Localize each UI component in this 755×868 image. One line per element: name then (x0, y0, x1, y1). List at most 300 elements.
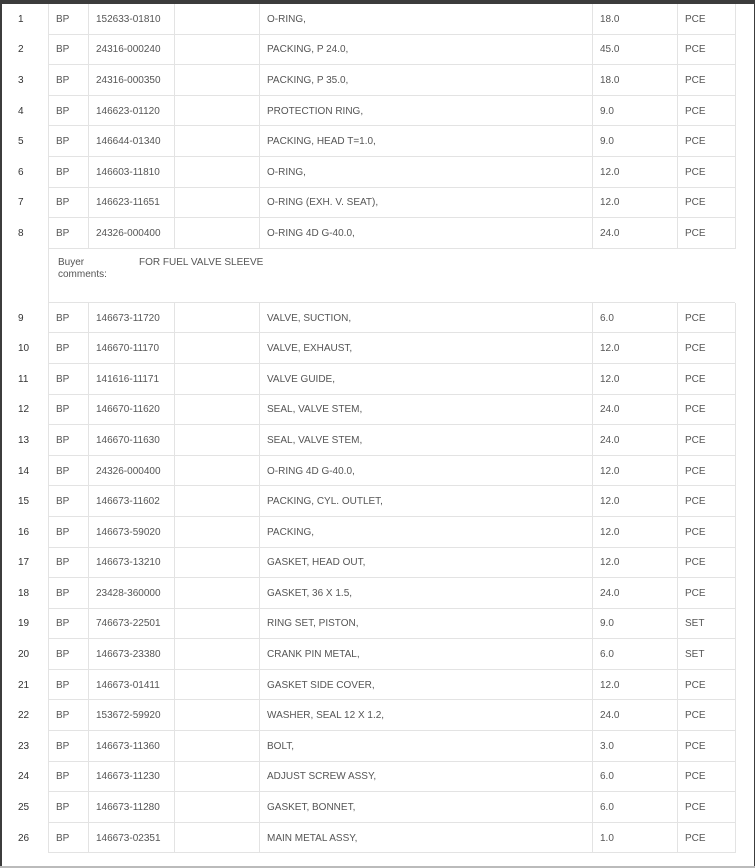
unit-cell: PCE (685, 105, 706, 117)
column-divider (735, 333, 736, 364)
column-divider (592, 670, 593, 701)
column-divider (735, 700, 736, 731)
quantity-cell: 9.0 (600, 105, 614, 117)
part-number-cell: 146673-23380 (96, 649, 161, 661)
table-row (0, 548, 755, 579)
part-number-cell: 746673-22501 (96, 618, 161, 630)
table-row (0, 425, 755, 456)
part-number-cell: 24316-000240 (96, 44, 161, 56)
column-divider (592, 578, 593, 609)
column-divider (88, 762, 89, 793)
description-cell: MAIN METAL ASSY, (267, 832, 358, 844)
type-cell: BP (56, 679, 70, 691)
column-divider (48, 303, 49, 334)
column-divider (174, 578, 175, 609)
line-number-cell: 5 (18, 136, 24, 148)
unit-cell: PCE (685, 771, 706, 783)
unit-cell: PCE (685, 197, 706, 209)
unit-cell: PCE (685, 557, 706, 569)
description-cell: O-RING, (267, 13, 306, 25)
column-divider (174, 425, 175, 456)
type-cell: BP (56, 373, 70, 385)
column-divider (592, 609, 593, 640)
part-number-cell: 146673-11602 (96, 496, 160, 508)
column-divider (48, 65, 49, 96)
column-divider (259, 670, 260, 701)
column-divider (48, 762, 49, 793)
unit-cell: PCE (685, 434, 706, 446)
description-cell: GASKET, HEAD OUT, (267, 557, 366, 569)
column-divider (592, 96, 593, 127)
table-row (0, 486, 755, 517)
column-divider (88, 333, 89, 364)
unit-cell: SET (685, 618, 705, 630)
column-divider (88, 609, 89, 640)
column-divider (592, 700, 593, 731)
column-divider (735, 670, 736, 701)
column-divider (259, 96, 260, 127)
column-divider (48, 670, 49, 701)
table-row (0, 731, 755, 762)
column-divider (48, 364, 49, 395)
unit-cell: PCE (685, 465, 706, 477)
type-cell: BP (56, 496, 70, 508)
column-divider (259, 639, 260, 670)
column-divider (735, 4, 736, 35)
column-divider (735, 456, 736, 487)
unit-cell: PCE (685, 526, 706, 538)
column-divider (592, 4, 593, 35)
column-divider (677, 188, 678, 219)
column-divider (735, 65, 736, 96)
unit-cell: PCE (685, 802, 706, 814)
part-number-cell: 146673-11720 (96, 312, 160, 324)
type-cell: BP (56, 434, 70, 446)
column-divider (735, 218, 736, 249)
type-cell: BP (56, 740, 70, 752)
buyer-comment-row (0, 249, 755, 303)
column-divider (259, 486, 260, 517)
description-cell: VALVE GUIDE, (267, 373, 335, 385)
column-divider (592, 126, 593, 157)
column-divider (677, 395, 678, 426)
column-divider (592, 731, 593, 762)
column-divider (88, 639, 89, 670)
line-number-cell: 7 (18, 197, 24, 209)
part-number-cell: 146670-11620 (96, 404, 160, 416)
column-divider (174, 762, 175, 793)
line-number-cell: 22 (18, 710, 30, 722)
part-number-cell: 152633-01810 (96, 13, 161, 25)
table-row (0, 639, 755, 670)
description-cell: O-RING (EXH. V. SEAT), (267, 197, 379, 209)
column-divider (88, 126, 89, 157)
column-divider (174, 517, 175, 548)
column-divider (677, 364, 678, 395)
part-number-cell: 146603-11810 (96, 166, 160, 178)
column-divider (259, 157, 260, 188)
line-number-cell: 10 (18, 343, 30, 355)
type-cell: BP (56, 74, 70, 86)
table-row (0, 609, 755, 640)
unit-cell: PCE (685, 710, 706, 722)
unit-cell: PCE (685, 373, 706, 385)
table-row (0, 364, 755, 395)
description-cell: VALVE, SUCTION, (267, 312, 352, 324)
quantity-cell: 12.0 (600, 557, 620, 569)
part-number-cell: 146623-01120 (96, 105, 160, 117)
type-cell: BP (56, 404, 70, 416)
description-cell: BOLT, (267, 740, 295, 752)
column-divider (174, 35, 175, 66)
line-number-cell: 2 (18, 44, 24, 56)
column-divider (677, 578, 678, 609)
part-number-cell: 146673-01411 (96, 679, 160, 691)
table-row (0, 670, 755, 701)
quantity-cell: 6.0 (600, 771, 614, 783)
part-number-cell: 23428-360000 (96, 587, 161, 599)
column-divider (174, 823, 175, 854)
type-cell: BP (56, 465, 70, 477)
column-divider (174, 670, 175, 701)
column-divider (677, 823, 678, 854)
column-divider (259, 395, 260, 426)
quantity-cell: 12.0 (600, 526, 620, 538)
column-divider (88, 731, 89, 762)
column-divider (592, 303, 593, 334)
column-divider (259, 823, 260, 854)
column-divider (48, 157, 49, 188)
column-divider (259, 609, 260, 640)
quantity-cell: 6.0 (600, 802, 614, 814)
description-cell: GASKET, 36 X 1.5, (267, 587, 353, 599)
part-number-cell: 24316-000350 (96, 74, 161, 86)
table-row (0, 4, 755, 35)
column-divider (48, 578, 49, 609)
column-divider (88, 364, 89, 395)
line-number-cell: 6 (18, 166, 24, 178)
order-lines-table (0, 4, 755, 853)
column-divider (677, 700, 678, 731)
order-lines-group-a (0, 4, 755, 249)
column-divider (174, 65, 175, 96)
column-divider (259, 792, 260, 823)
column-divider (48, 609, 49, 640)
part-number-cell: 146623-11651 (96, 197, 160, 209)
column-divider (88, 188, 89, 219)
column-divider (259, 700, 260, 731)
part-number-cell: 141616-11171 (96, 373, 160, 385)
column-divider (592, 548, 593, 579)
type-cell: BP (56, 710, 70, 722)
column-divider (88, 700, 89, 731)
column-divider (259, 762, 260, 793)
column-divider (735, 792, 736, 823)
description-cell: O-RING 4D G-40.0, (267, 465, 355, 477)
column-divider (592, 364, 593, 395)
unit-cell: PCE (685, 227, 706, 239)
column-divider (48, 96, 49, 127)
column-divider (677, 792, 678, 823)
column-divider (259, 517, 260, 548)
line-number-cell: 1 (18, 13, 24, 25)
unit-cell: PCE (685, 496, 706, 508)
column-divider (48, 35, 49, 66)
unit-cell: PCE (685, 13, 706, 25)
unit-cell: PCE (685, 740, 706, 752)
column-divider (677, 670, 678, 701)
table-row (0, 700, 755, 731)
column-divider (174, 188, 175, 219)
table-row (0, 762, 755, 793)
line-number-cell: 17 (18, 557, 30, 569)
unit-cell: PCE (685, 587, 706, 599)
column-divider (735, 157, 736, 188)
description-cell: PACKING, (267, 526, 315, 538)
table-row (0, 303, 755, 334)
column-divider (592, 792, 593, 823)
column-divider (735, 639, 736, 670)
quantity-cell: 12.0 (600, 465, 620, 477)
type-cell: BP (56, 105, 70, 117)
line-number-cell: 23 (18, 740, 30, 752)
column-divider (677, 548, 678, 579)
column-divider (48, 548, 49, 579)
column-divider (88, 486, 89, 517)
column-divider (677, 456, 678, 487)
column-divider (735, 548, 736, 579)
column-divider (735, 578, 736, 609)
part-number-cell: 146673-13210 (96, 557, 161, 569)
column-divider (735, 303, 736, 334)
type-cell: BP (56, 13, 70, 25)
column-divider (592, 333, 593, 364)
quantity-cell: 24.0 (600, 404, 620, 416)
type-cell: BP (56, 312, 70, 324)
unit-cell: PCE (685, 679, 706, 691)
column-divider (48, 639, 49, 670)
table-row (0, 792, 755, 823)
table-row (0, 395, 755, 426)
column-divider (48, 188, 49, 219)
column-divider (88, 456, 89, 487)
column-divider (677, 126, 678, 157)
column-divider (88, 303, 89, 334)
column-divider (677, 731, 678, 762)
column-divider (677, 639, 678, 670)
quantity-cell: 3.0 (600, 740, 614, 752)
quantity-cell: 24.0 (600, 587, 620, 599)
column-divider (88, 4, 89, 35)
column-divider (677, 517, 678, 548)
type-cell: BP (56, 44, 70, 56)
column-divider (259, 188, 260, 219)
column-divider (592, 486, 593, 517)
line-number-cell: 9 (18, 312, 24, 324)
comment-row-divider (48, 249, 49, 303)
column-divider (735, 609, 736, 640)
line-number-cell: 21 (18, 679, 30, 691)
column-divider (592, 517, 593, 548)
type-cell: BP (56, 557, 70, 569)
column-divider (592, 65, 593, 96)
column-divider (677, 425, 678, 456)
column-divider (735, 517, 736, 548)
column-divider (88, 35, 89, 66)
column-divider (592, 35, 593, 66)
part-number-cell: 146673-11360 (96, 740, 160, 752)
table-row (0, 456, 755, 487)
line-number-cell: 8 (18, 227, 24, 239)
column-divider (592, 218, 593, 249)
column-divider (735, 35, 736, 66)
quantity-cell: 24.0 (600, 227, 620, 239)
part-number-cell: 146670-11630 (96, 434, 160, 446)
column-divider (174, 395, 175, 426)
column-divider (677, 762, 678, 793)
column-divider (677, 35, 678, 66)
description-cell: GASKET SIDE COVER, (267, 679, 375, 691)
column-divider (174, 609, 175, 640)
type-cell: BP (56, 771, 70, 783)
column-divider (48, 425, 49, 456)
column-divider (174, 639, 175, 670)
description-cell: PACKING, P 24.0, (267, 44, 349, 56)
column-divider (259, 218, 260, 249)
column-divider (48, 486, 49, 517)
column-divider (735, 364, 736, 395)
column-divider (677, 157, 678, 188)
unit-cell: PCE (685, 832, 706, 844)
line-number-cell: 14 (18, 465, 30, 477)
line-number-cell: 11 (18, 373, 29, 385)
description-cell: CRANK PIN METAL, (267, 649, 360, 661)
column-divider (88, 96, 89, 127)
column-divider (88, 578, 89, 609)
part-number-cell: 153672-59920 (96, 710, 161, 722)
line-number-cell: 19 (18, 618, 30, 630)
description-cell: PROTECTION RING, (267, 105, 364, 117)
line-number-cell: 12 (18, 404, 30, 416)
table-row (0, 333, 755, 364)
type-cell: BP (56, 649, 70, 661)
quantity-cell: 12.0 (600, 679, 620, 691)
description-cell: SEAL, VALVE STEM, (267, 404, 363, 416)
part-number-cell: 146644-01340 (96, 136, 161, 148)
column-divider (88, 517, 89, 548)
column-divider (174, 486, 175, 517)
column-divider (48, 218, 49, 249)
order-lines-group-b (0, 303, 755, 854)
type-cell: BP (56, 136, 70, 148)
unit-cell: PCE (685, 44, 706, 56)
column-divider (88, 218, 89, 249)
quantity-cell: 1.0 (600, 832, 614, 844)
column-divider (48, 4, 49, 35)
description-cell: O-RING, (267, 166, 306, 178)
column-divider (259, 456, 260, 487)
description-cell: SEAL, VALVE STEM, (267, 434, 363, 446)
column-divider (592, 188, 593, 219)
column-divider (174, 364, 175, 395)
table-row (0, 188, 755, 219)
column-divider (259, 333, 260, 364)
column-divider (88, 395, 89, 426)
column-divider (48, 823, 49, 854)
line-number-cell: 16 (18, 526, 30, 538)
column-divider (174, 792, 175, 823)
column-divider (592, 762, 593, 793)
column-divider (48, 700, 49, 731)
quantity-cell: 18.0 (600, 13, 620, 25)
part-number-cell: 24326-000400 (96, 465, 161, 477)
column-divider (592, 157, 593, 188)
column-divider (735, 96, 736, 127)
quantity-cell: 12.0 (600, 496, 620, 508)
description-cell: RING SET, PISTON, (267, 618, 359, 630)
buyer-comments-label: Buyer comments: (58, 256, 107, 280)
column-divider (677, 65, 678, 96)
column-divider (592, 425, 593, 456)
table-row (0, 35, 755, 66)
column-divider (735, 486, 736, 517)
column-divider (259, 4, 260, 35)
column-divider (88, 425, 89, 456)
type-cell: BP (56, 587, 70, 599)
table-row (0, 578, 755, 609)
column-divider (174, 157, 175, 188)
column-divider (592, 639, 593, 670)
line-number-cell: 15 (18, 496, 30, 508)
description-cell: O-RING 4D G-40.0, (267, 227, 355, 239)
description-cell: PACKING, P 35.0, (267, 74, 349, 86)
column-divider (174, 731, 175, 762)
table-row (0, 96, 755, 127)
column-divider (88, 65, 89, 96)
line-number-cell: 24 (18, 771, 30, 783)
column-divider (174, 4, 175, 35)
unit-cell: PCE (685, 74, 706, 86)
column-divider (174, 700, 175, 731)
column-divider (677, 303, 678, 334)
column-divider (677, 609, 678, 640)
column-divider (259, 35, 260, 66)
table-row (0, 126, 755, 157)
quantity-cell: 12.0 (600, 343, 620, 355)
quantity-cell: 6.0 (600, 649, 614, 661)
column-divider (677, 96, 678, 127)
column-divider (88, 823, 89, 854)
column-divider (735, 126, 736, 157)
column-divider (259, 303, 260, 334)
column-divider (735, 395, 736, 426)
buyer-comments-text: FOR FUEL VALVE SLEEVE (139, 256, 264, 268)
column-divider (259, 425, 260, 456)
quantity-cell: 45.0 (600, 44, 620, 56)
column-divider (259, 65, 260, 96)
line-number-cell: 20 (18, 649, 30, 661)
column-divider (48, 395, 49, 426)
column-divider (88, 157, 89, 188)
type-cell: BP (56, 618, 70, 630)
column-divider (48, 792, 49, 823)
line-number-cell: 18 (18, 587, 30, 599)
description-cell: VALVE, EXHAUST, (267, 343, 353, 355)
quantity-cell: 9.0 (600, 136, 614, 148)
column-divider (735, 425, 736, 456)
part-number-cell: 146673-11280 (96, 802, 160, 814)
table-row (0, 218, 755, 249)
